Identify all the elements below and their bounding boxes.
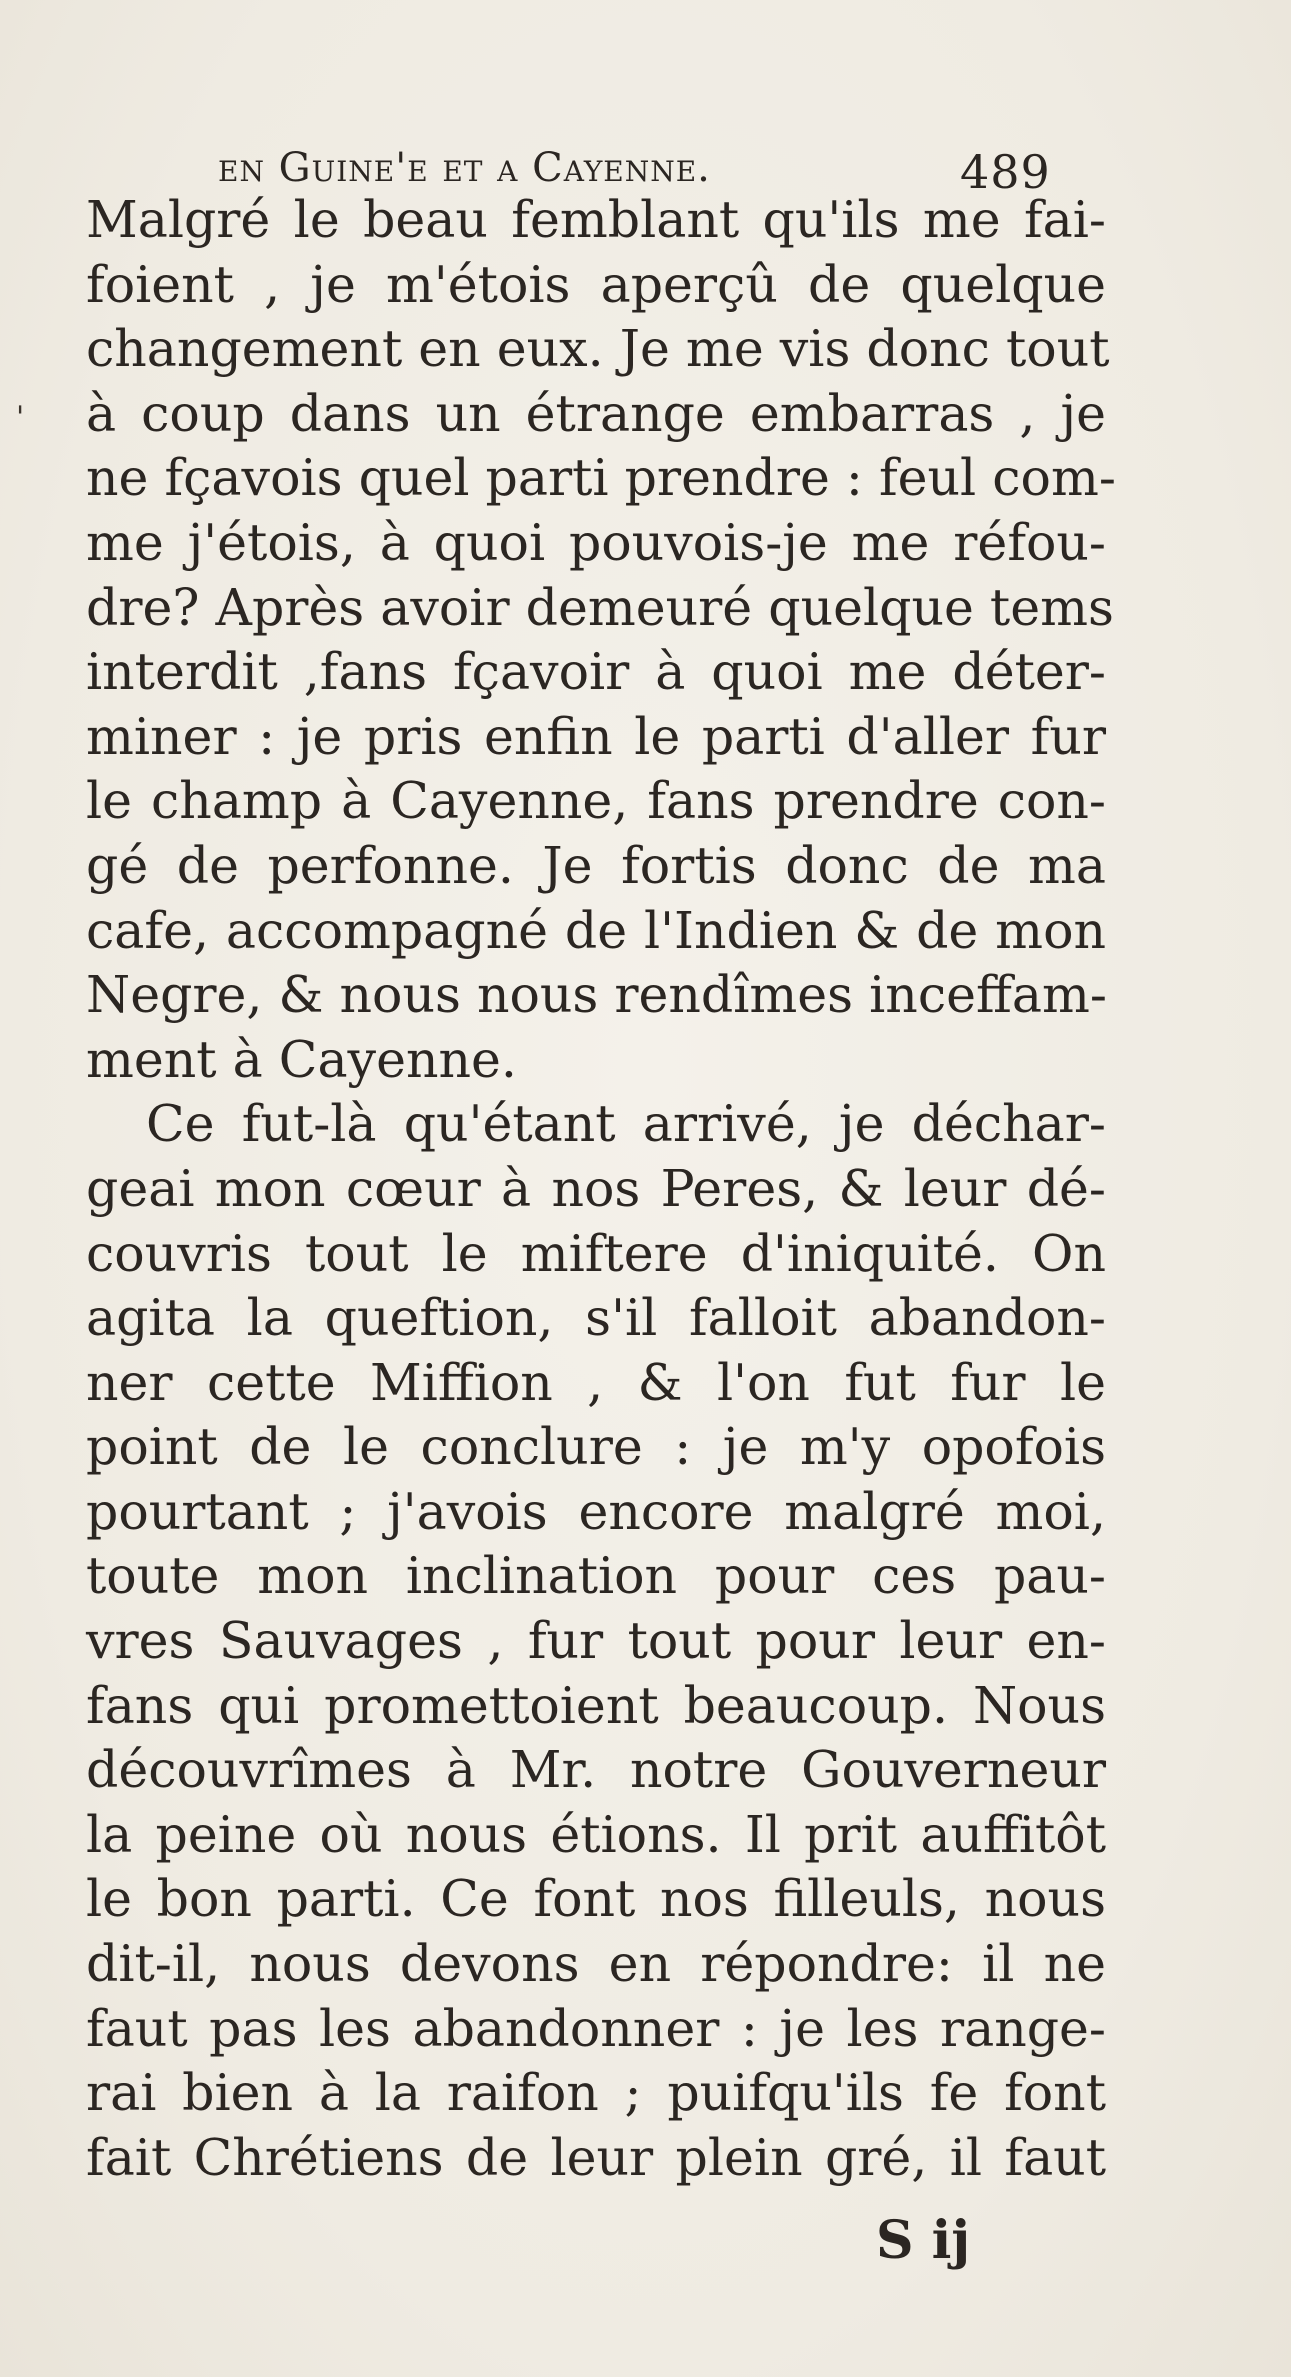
text-line: ne fçavois quel parti prendre : feul com-	[86, 448, 1116, 508]
text-line: le champ à Cayenne, fans prendre con-	[86, 771, 1106, 831]
text-line: dit-il, nous devons en répondre: il ne	[86, 1934, 1106, 1994]
text-line: toute mon inclination pour ces pau-	[86, 1546, 1106, 1606]
text-line: miner : je pris enfin le parti d'aller fur	[86, 706, 1106, 766]
text-line: pourtant ; j'avois encore malgré moi,	[86, 1481, 1106, 1541]
text-line: fait Chrétiens de leur plein gré, il faut	[86, 2127, 1106, 2187]
text-line: me j'étois, à quoi pouvois-je me réfou-	[86, 512, 1106, 572]
text-line: vres Sauvages , fur tout pour leur en-	[86, 1611, 1106, 1671]
running-title: en Guine'e et a Cayenne.	[218, 145, 711, 191]
text-line: couvris tout le miftere d'iniquité. On	[86, 1223, 1106, 1283]
text-line: interdit ,fans fçavoir à quoi me déter-	[86, 642, 1106, 702]
text-line: le bon parti. Ce font nos filleuls, nous	[86, 1869, 1106, 1929]
text-line: découvrîmes à Mr. notre Gouverneur	[86, 1740, 1106, 1800]
text-line: fans qui promettoient beaucoup. Nous	[86, 1675, 1106, 1735]
margin-mark: '	[16, 400, 25, 435]
text-line: point de le conclure : je m'y opofois	[86, 1417, 1106, 1477]
text-line: foient , je m'étois aperçû de quelque	[86, 254, 1106, 314]
text-line: dre? Après avoir demeuré quelque tems	[86, 577, 1114, 637]
text-line: gé de perfonne. Je fortis donc de ma	[86, 835, 1106, 895]
text-line: Malgré le beau femblant qu'ils me fai-	[86, 190, 1106, 249]
text-line: cafe, accompagné de l'Indien & de mon	[86, 900, 1106, 960]
text-line: la peine où nous étions. Il prit auffitôt	[86, 1804, 1106, 1864]
text-line: faut pas les abandonner : je les range-	[86, 1998, 1106, 2058]
text-line: geai mon cœur à nos Peres, & leur dé-	[86, 1158, 1106, 1218]
signature-mark: S ij	[876, 2210, 971, 2271]
text-line: à coup dans un étrange embarras , je	[86, 383, 1106, 443]
text-line: agita la queftion, s'il falloit abandon-	[86, 1288, 1106, 1348]
text-line: rai bien à la raifon ; puifqu'ils fe font	[86, 2063, 1106, 2123]
text-line-paragraph-start: Ce fut-là qu'étant arrivé, je déchar-	[146, 1094, 1106, 1154]
body-text	[86, 188, 1116, 2190]
text-line: changement en eux. Je me vis donc tout	[86, 319, 1110, 379]
text-line: ner cette Miffion , & l'on fut fur le	[86, 1352, 1106, 1412]
text-line-paragraph-end: ment à Cayenne.	[86, 1029, 517, 1089]
page-number: 489	[960, 145, 1051, 199]
text-line: Negre, & nous nous rendîmes inceffam-	[86, 965, 1107, 1025]
